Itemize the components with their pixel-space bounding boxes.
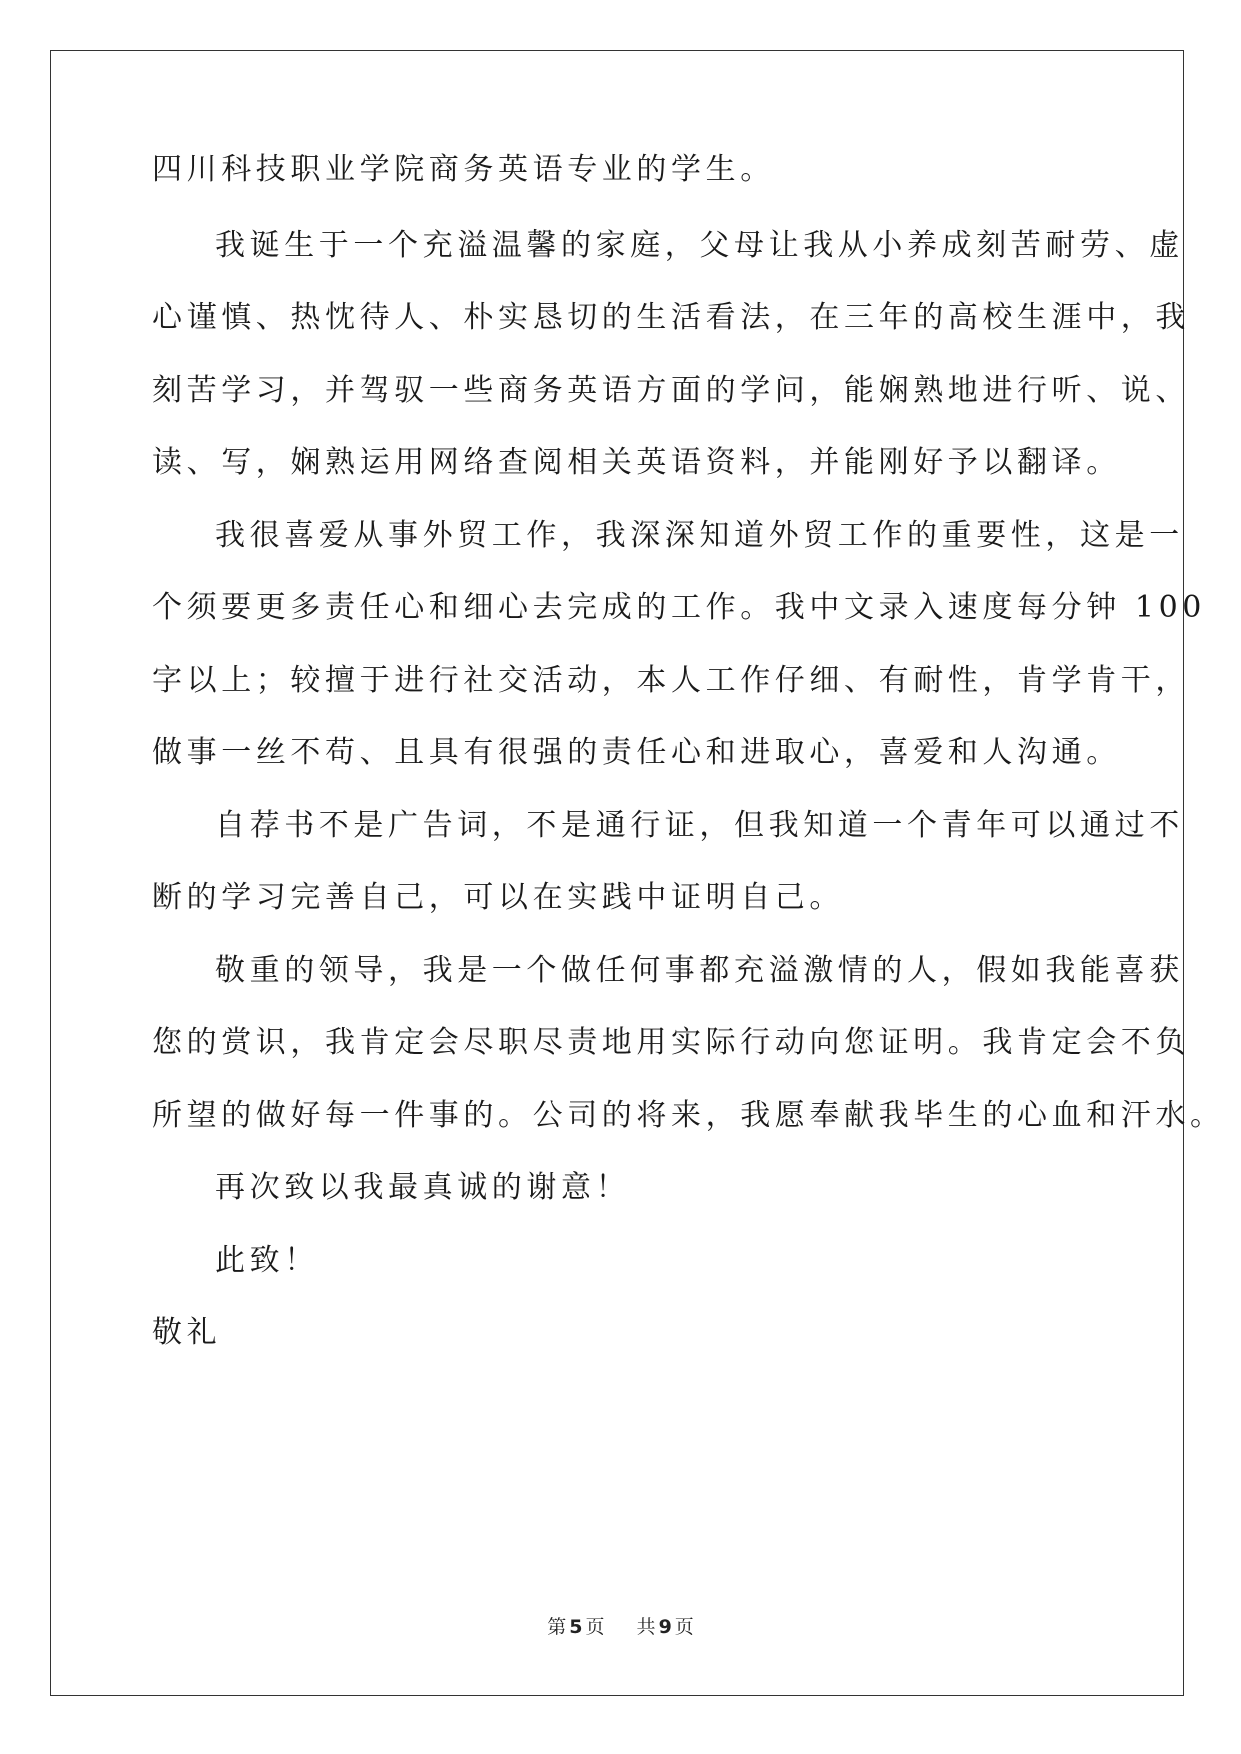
footer-total-prefix: 共: [636, 1616, 656, 1638]
text-line: 敬重的领导，我是一个做任何事都充溢激情的人，假如我能喜获: [215, 953, 1184, 988]
text-line: 自荐书不是广告词，不是通行证，但我知道一个青年可以通过不: [215, 808, 1184, 843]
footer-page-total: 9: [658, 1616, 672, 1638]
page-border: [50, 50, 1184, 1696]
text-line: 读、写，娴熟运用网络查阅相关英语资料，并能刚好予以翻译。: [152, 445, 1121, 480]
text-line: 我很喜爱从事外贸工作，我深深知道外贸工作的重要性，这是一: [215, 518, 1184, 553]
page-number: [547, 1616, 610, 1638]
page-total: [637, 1616, 694, 1638]
text-line: 所望的做好每一件事的。公司的将来，我愿奉献我毕生的心血和汗水。: [152, 1098, 1225, 1133]
text-line: 再次致以我最真诚的谢意！: [215, 1170, 631, 1205]
text-line: 您的赏识，我肯定会尽职尽责地用实际行动向您证明。我肯定会不负: [152, 1025, 1190, 1060]
footer-page-suffix: 页: [585, 1616, 605, 1638]
text-line: 字以上；较擅于进行社交活动，本人工作仔细、有耐性，肯学肯干，: [152, 663, 1190, 698]
footer-page-current: 5: [569, 1616, 583, 1638]
text-line: 心谨慎、热忱待人、朴实恳切的生活看法，在三年的高校生涯中，我: [152, 300, 1190, 335]
text-line: 做事一丝不苟、且具有很强的责任心和进取心，喜爱和人沟通。: [152, 735, 1121, 770]
text-line: 此致！: [215, 1243, 319, 1278]
text-line: 我诞生于一个充溢温馨的家庭，父母让我从小养成刻苦耐劳、虚: [215, 228, 1184, 263]
text-line: 断的学习完善自己，可以在实践中证明自己。: [152, 880, 844, 915]
text-line: 个须要更多责任心和细心去完成的工作。我中文录入速度每分钟 100: [152, 590, 1206, 625]
text-line: 敬礼: [152, 1315, 222, 1350]
footer-total-suffix: 页: [674, 1616, 694, 1638]
text-line: 四川科技职业学院商务英语专业的学生。: [152, 152, 775, 187]
footer-page-prefix: 第: [547, 1616, 567, 1638]
text-line: 刻苦学习，并驾驭一些商务英语方面的学问，能娴熟地进行听、说、: [152, 373, 1190, 408]
page-footer: [0, 1612, 1241, 1639]
